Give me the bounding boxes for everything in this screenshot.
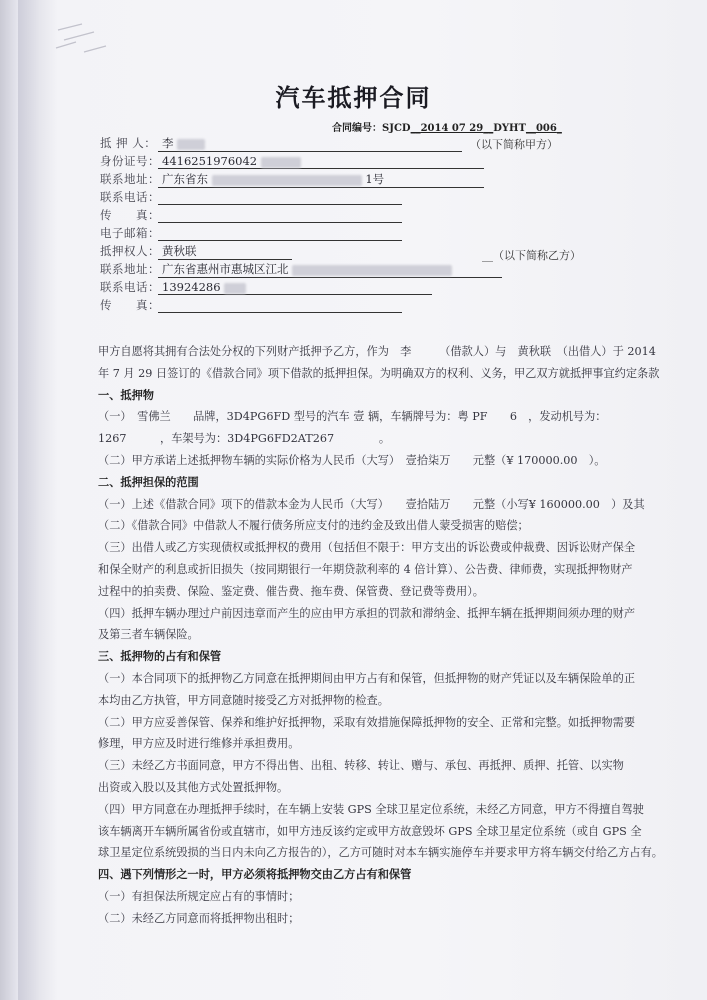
party-b-suffix: __（以下简称乙方） — [482, 249, 581, 262]
body-line: （二）未经乙方同意而将抵押物出租时； — [98, 911, 300, 925]
corner-scan-artifact — [54, 22, 114, 62]
body-line: （三）未经乙方书面同意，甲方不得出售、出租、转移、转让、赠与、承包、再抵押、质押、托管、以实物 — [98, 759, 624, 773]
body-line: 甲方自愿将其拥有合法处分权的下列财产抵押予乙方，作为 李 （借款人）与 黄秋联 （出借人）于 2014 — [98, 345, 656, 358]
body-line: 本均由乙方执管，甲方同意随时接受乙方对抵押物的检查。 — [98, 693, 389, 707]
body-line: 球卫星定位系统毁损的当日内未向乙方报告的），乙方可随时对本车辆实施停车并要求甲方将车辆交付给乙方占有。 — [98, 846, 663, 860]
body-line: （四）抵押车辆办理过户前因违章而产生的应由甲方承担的罚款和滞纳金、抵押车辆在抵押期间须办理的财产 — [98, 606, 636, 620]
id-number-field: 身份证号： 4416251976042 — [100, 153, 484, 169]
body-line: 该车辆离开车辆所属省份或直辖市，如甲方违反该约定或甲方故意毁坏 GPS 全球卫星定位系统（或自 GPS 全 — [98, 824, 642, 838]
mortgagee-field: 抵押权人： 黄秋联 — [100, 243, 292, 260]
contract-body — [98, 341, 693, 930]
party-a-suffix: （以下简称甲方） — [470, 138, 558, 151]
body-line: （二）《借款合同》中借款人不履行债务所应支付的违约金及致出借人蒙受损害的赔偿； — [98, 519, 529, 533]
section-heading: 二、抵押担保的范围 — [98, 474, 199, 489]
body-line: （二）甲方承诺上述抵押物车辆的实际价格为人民币（大写） 壹拾柒万 元整（¥ 170000.00 ）。 — [98, 453, 606, 467]
party-a-fax-field: 传 真： — [100, 207, 402, 223]
body-line: 和保全财产的利息或折旧损失（按同期银行一年期贷款利率的 4 倍计算）、公告费、律师费，实现抵押物财产 — [98, 562, 633, 576]
party-a-address-field: 联系地址： 广东省东 1号 — [100, 171, 484, 188]
party-a-email-field: 电子邮箱： — [100, 225, 402, 241]
body-line: （三）出借人或乙方实现债权或抵押权的费用（包括但不限于：甲方支出的诉讼费或仲裁费、因诉讼财产保全 — [98, 541, 636, 555]
section-heading: 三、抵押物的占有和保管 — [98, 649, 222, 664]
page-title: 汽车抵押合同 — [275, 83, 432, 112]
body-line: （一） 雪佛兰 品牌，3D4PG6FD 型号的汽车 壹 辆，车辆牌号为：粤 PF 6 ，发动机号为： — [98, 410, 607, 424]
body-line: （二）甲方应妥善保管、保养和维护好抵押物，采取有效措施保障抵押物的安全、正常和完整。如抵押物需要 — [98, 715, 636, 729]
body-line: 1267 ，车架号为：3D4PG6FD2AT267 。 — [98, 432, 391, 446]
section-heading: 四、遇下列情形之一时，甲方必须将抵押物交由乙方占有和保管 — [98, 867, 412, 882]
body-line: （四）甲方同意在办理抵押手续时，在车辆上安装 GPS 全球卫星定位系统，未经乙方同意，甲方不得擅自驾驶 — [98, 802, 644, 816]
body-line: 年 7 月 29 日签订的《借款合同》项下借款的抵押担保。为明确双方的权利、义务，甲乙双方就抵押事宜约定条款 — [98, 366, 660, 380]
body-line: 出资或入股以及其他方式处置抵押物。 — [98, 780, 289, 794]
page-fold-shadow — [18, 0, 58, 1000]
body-line: （一）上述《借款合同》项下的借款本金为人民币（大写） 壹拾陆万 元整（小写¥ 160000.00 ）及其 — [98, 497, 645, 511]
party-b-phone-field: 联系电话： 13924286 — [100, 279, 432, 295]
body-line: （一）有担保法所规定应占有的事情时； — [98, 889, 300, 903]
body-line: 过程中的拍卖费、保险、鉴定费、催告费、拖车费、保管费、登记费等费用）。 — [98, 584, 484, 598]
body-line: （一）本合同项下的抵押物乙方同意在抵押期间由甲方占有和保管，但抵押物的财产凭证以及车辆保险单的正 — [98, 671, 636, 685]
body-line: 修理，甲方应及时进行维修并承担费用。 — [98, 737, 300, 751]
section-heading: 一、抵押物 — [98, 387, 154, 402]
party-b-address-field: 联系地址： 广东省惠州市惠城区江北 — [100, 261, 502, 278]
party-b-fax-field: 传 真： — [100, 297, 402, 313]
mortgagor-field: 抵 押 人： 李 — [100, 135, 462, 152]
party-a-phone-field: 联系电话： — [100, 189, 402, 205]
contract-number: 合同编号：SJCD__2014 07 29__DYHT__006_ — [332, 123, 562, 134]
body-line: 及第三者车辆保险。 — [98, 628, 199, 642]
